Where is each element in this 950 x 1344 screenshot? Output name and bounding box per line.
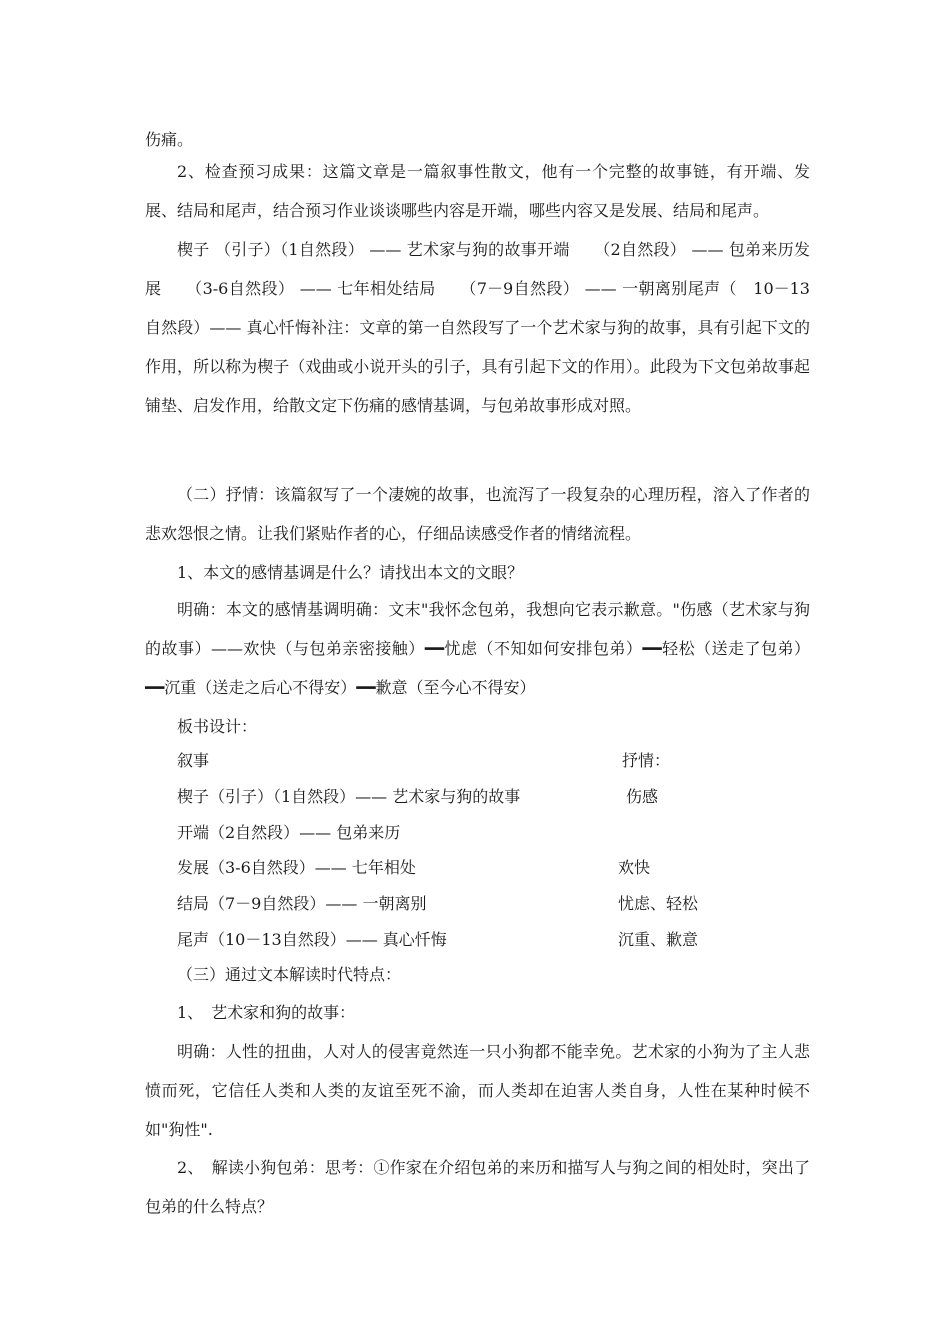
paragraph-structure: 楔子 （引子）（1自然段） —— 艺术家与狗的故事开端 （2自然段） —— 包弟来历发展 （3-6自然段） —— 七年相处结局 （7－9自然段） —— 一朝离别尾声（ 10－13自然段）—— 真心忏悔补注：文章的第一自然段写了一个艺术家与狗的故事，具有引起下文的作用，所以称为楔子（戏曲或小说开头的引子，具有引起下文的作用）。此段为下文包弟故事起铺垫、启发作用，给散文定下伤痛的感情基调，与包弟故事形成对照。 (145, 240, 810, 415)
paragraph-humanity: 明确：人性的扭曲，人对人的侵害竟然连一只小狗都不能幸免。艺术家的小狗为了主人悲愤而死，它信任人类和人类的友谊至死不渝，而人类却在迫害人类自身，人性在某种时候不如"狗性". (145, 1042, 810, 1139)
board-row-right: 忧虑、轻松 (618, 894, 699, 913)
board-row-right: 沉重、歉意 (618, 930, 699, 949)
board-row-left: 开端（2自然段）—— 包弟来历 (177, 823, 401, 842)
board-row-left: 发展（3-6自然段）—— 七年相处 (177, 858, 416, 877)
board-row-left: 尾声（10－13自然段）—— 真心忏悔 (177, 930, 447, 949)
board-row-right: 抒情： (622, 751, 671, 770)
paragraph-preview-check: 2、检查预习成果：这篇文章是一篇叙事性散文，他有一个完整的故事链，有开端、发展、结局和尾声，结合预习作业谈谈哪些内容是开端，哪些内容又是发展、结局和尾声。 (145, 162, 810, 220)
board-row-right: 伤感 (626, 787, 659, 806)
board-row-right: 欢快 (618, 858, 651, 877)
board-row-left: 叙事 (177, 751, 210, 770)
paragraph-question: 1、本文的感情基调是什么？请找出本文的文眼？ (177, 563, 524, 582)
paragraph-artist-dog: 1、 艺术家和狗的故事： (177, 1003, 356, 1022)
board-row-left: 楔子（引子）（1自然段）—— 艺术家与狗的故事 (177, 787, 521, 806)
paragraph-continuation: 伤痛。 (145, 130, 194, 149)
paragraph-baodi: 2、 解读小狗包弟：思考：①作家在介绍包弟的来历和描写人与狗之间的相处时，突出了包弟的什么特点？ (145, 1158, 810, 1216)
paragraph-lyric-intro: （二）抒情：该篇叙写了一个凄婉的故事，也流泻了一段复杂的心理历程，溶入了作者的悲欢怨恨之情。让我们紧贴作者的心，仔细品读感受作者的情绪流程。 (145, 485, 810, 543)
board-row-left: 结局（7－9自然段）—— 一朝离别 (177, 894, 427, 913)
board-design-heading: 板书设计： (177, 717, 258, 736)
paragraph-answer: 明确：本文的感情基调明确：文末"我怀念包弟，我想向它表示歉意。"伤感（艺术家与狗的故事）——欢快（与包弟亲密接触）━━忧虑（不知如何安排包弟）━━轻松（送走了包弟）━━沉重（送走之后心不得安）━━歉意（至今心不得安） (145, 600, 810, 697)
paragraph-section-three: （三）通过文本解读时代特点： (177, 965, 402, 984)
